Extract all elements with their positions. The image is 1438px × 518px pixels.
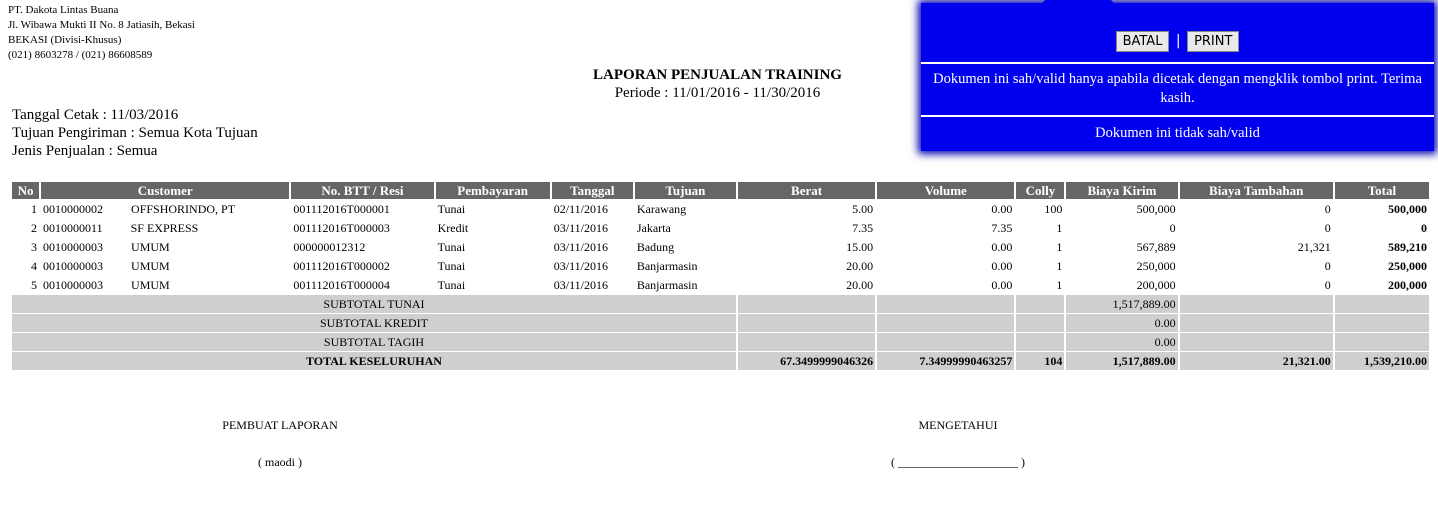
row-ship-cost: 567,889 [1136,239,1176,254]
row-weight: 15.00 [846,239,874,254]
row-ship-cost: 0 [1169,220,1176,235]
company-info [8,3,195,63]
row-customer [41,257,289,275]
maker-signature [180,418,380,470]
row-no: 4 [31,258,38,273]
row-weight: 5.00 [852,201,874,216]
customer-name: OFFSHORINDO, PT [131,201,236,216]
overlay-divider [921,62,1434,64]
row-destination: Karawang [636,201,687,216]
row-total: 200,000 [1388,277,1427,292]
row-extra-cost: 0 [1324,258,1331,273]
row-date: 03/11/2016 [553,220,608,235]
row-total: 589,210 [1388,239,1427,254]
overlay-button-row [921,31,1434,52]
row-payment: Tunai [437,258,466,273]
company-division: BEKASI (Divisi-Khusus) [8,34,122,46]
row-resi: 001112016T000002 [293,258,390,273]
row-date: 02/11/2016 [553,201,608,216]
row-ship-cost: 250,000 [1136,258,1176,273]
maker-name: ( maodi ) [258,455,302,469]
subtotal-ship-cost: 0.00 [1066,333,1177,351]
approver-label: MENGETAHUI [918,418,998,432]
row-destination: Banjarmasin [636,258,698,273]
print-date: Tanggal Cetak : 11/03/2016 [12,107,179,123]
report-header [500,66,935,102]
print-overlay-panel [921,3,1434,151]
grand-total-ship-cost: 1,517,889.00 [1066,352,1177,370]
col-header-no: No [12,182,39,199]
customer-code: 0010000002 [43,201,104,216]
row-no: 1 [31,201,38,216]
row-colly: 1 [1056,220,1063,235]
row-total: 250,000 [1388,258,1427,273]
row-resi: 001112016T000004 [293,277,390,292]
subtotal-ship-cost: 1,517,889.00 [1066,295,1177,313]
row-resi: 001112016T000001 [293,201,390,216]
table-row [12,238,1429,256]
grand-total-weight: 67.3499999046326 [738,352,875,370]
overlay-tab [1043,0,1113,4]
row-total: 0 [1421,220,1427,235]
table-row [12,257,1429,275]
row-weight: 7.35 [852,220,874,235]
row-volume: 0.00 [991,239,1013,254]
row-payment: Tunai [437,201,466,216]
row-weight: 20.00 [846,258,874,273]
customer-name: UMUM [131,258,170,273]
subtotal-label: SUBTOTAL KREDIT [12,314,736,332]
sales-report-table [10,181,1431,371]
row-destination: Banjarmasin [636,277,698,292]
table-row [12,219,1429,237]
valid-message: Dokumen ini sah/valid hanya apabila dicetak dengan mengklik tombol print. Terima kasih. [933,71,1422,106]
row-customer [41,238,289,256]
row-volume: 7.35 [991,220,1013,235]
row-colly: 1 [1056,239,1063,254]
row-resi: 000000012312 [293,239,366,254]
button-separator: | [1175,33,1181,49]
col-header-total: Total [1335,182,1429,199]
col-header-date: Tanggal [552,182,633,199]
row-colly: 100 [1044,201,1063,216]
invalid-message: Dokumen ini tidak sah/valid [1095,125,1260,141]
subtotal-row [12,295,1429,313]
customer-code: 0010000003 [43,277,104,292]
table-row [12,276,1429,294]
grand-total-volume: 7.34999990463257 [877,352,1014,370]
customer-name: UMUM [131,239,170,254]
overlay-divider [921,115,1434,117]
row-destination: Badung [636,239,675,254]
row-volume: 0.00 [991,258,1013,273]
report-title: LAPORAN PENJUALAN TRAINING [593,67,842,83]
destination-filter: Tujuan Pengiriman : Semua Kota Tujuan [12,125,258,141]
subtotal-label: SUBTOTAL TAGIH [12,333,736,351]
row-volume: 0.00 [991,201,1013,216]
row-payment: Tunai [437,277,466,292]
grand-total-extra-cost: 21,321.00 [1180,352,1333,370]
row-date: 03/11/2016 [553,258,608,273]
report-period: Periode : 11/01/2016 - 11/30/2016 [614,85,821,101]
col-header-colly: Colly [1016,182,1064,199]
subtotal-row [12,333,1429,351]
row-extra-cost: 0 [1324,277,1331,292]
subtotal-row [12,314,1429,332]
row-resi: 001112016T000003 [293,220,390,235]
row-extra-cost: 0 [1324,201,1331,216]
company-phone: (021) 8603278 / (021) 86608589 [8,49,153,61]
print-button[interactable]: PRINT [1187,31,1239,52]
sales-type-filter: Jenis Penjualan : Semua [12,143,158,159]
company-name: PT. Dakota Lintas Buana [8,4,119,16]
customer-name: UMUM [131,277,170,292]
row-customer [41,200,289,218]
maker-label: PEMBUAT LAPORAN [222,418,338,432]
grand-total-row [12,352,1429,370]
customer-name: SF EXPRESS [130,220,199,235]
row-colly: 1 [1056,258,1063,273]
customer-code: 0010000003 [43,239,104,254]
col-header-volume: Volume [877,182,1014,199]
row-payment: Kredit [437,220,469,235]
row-total: 500,000 [1388,201,1427,216]
approver-signature [858,418,1058,470]
col-header-payment: Pembayaran [436,182,550,199]
row-customer [41,219,289,237]
col-header-ship-cost: Biaya Kirim [1066,182,1177,199]
col-header-destination: Tujuan [635,182,736,199]
table-header-row [12,182,1429,199]
col-header-extra-cost: Biaya Tambahan [1180,182,1333,199]
row-payment: Tunai [437,239,466,254]
grand-total-amount: 1,539,210.00 [1335,352,1429,370]
col-header-weight: Berat [738,182,875,199]
row-destination: Jakarta [636,220,671,235]
customer-code: 0010000003 [43,258,104,273]
grand-total-label: TOTAL KESELURUHAN [12,352,736,370]
row-weight: 20.00 [846,277,874,292]
approver-name: ( ____________________ ) [891,455,1025,469]
grand-total-colly: 104 [1016,352,1064,370]
table-row [12,200,1429,218]
row-date: 03/11/2016 [553,277,608,292]
row-no: 3 [31,239,38,254]
row-extra-cost: 21,321 [1297,239,1331,254]
col-header-resi: No. BTT / Resi [291,182,433,199]
subtotal-label: SUBTOTAL TUNAI [12,295,736,313]
company-address: Jl. Wibawa Mukti II No. 8 Jatiasih, Bekasi [8,19,195,31]
row-ship-cost: 500,000 [1136,201,1176,216]
row-date: 03/11/2016 [553,239,608,254]
col-header-customer: Customer [41,182,289,199]
cancel-button[interactable]: BATAL [1116,31,1170,52]
row-customer [41,276,289,294]
row-extra-cost: 0 [1324,220,1331,235]
report-info [12,106,258,160]
row-volume: 0.00 [991,277,1013,292]
row-no: 5 [31,277,38,292]
row-no: 2 [31,220,38,235]
row-colly: 1 [1056,277,1063,292]
subtotal-ship-cost: 0.00 [1066,314,1177,332]
customer-code: 0010000011 [43,220,103,235]
row-ship-cost: 200,000 [1136,277,1176,292]
